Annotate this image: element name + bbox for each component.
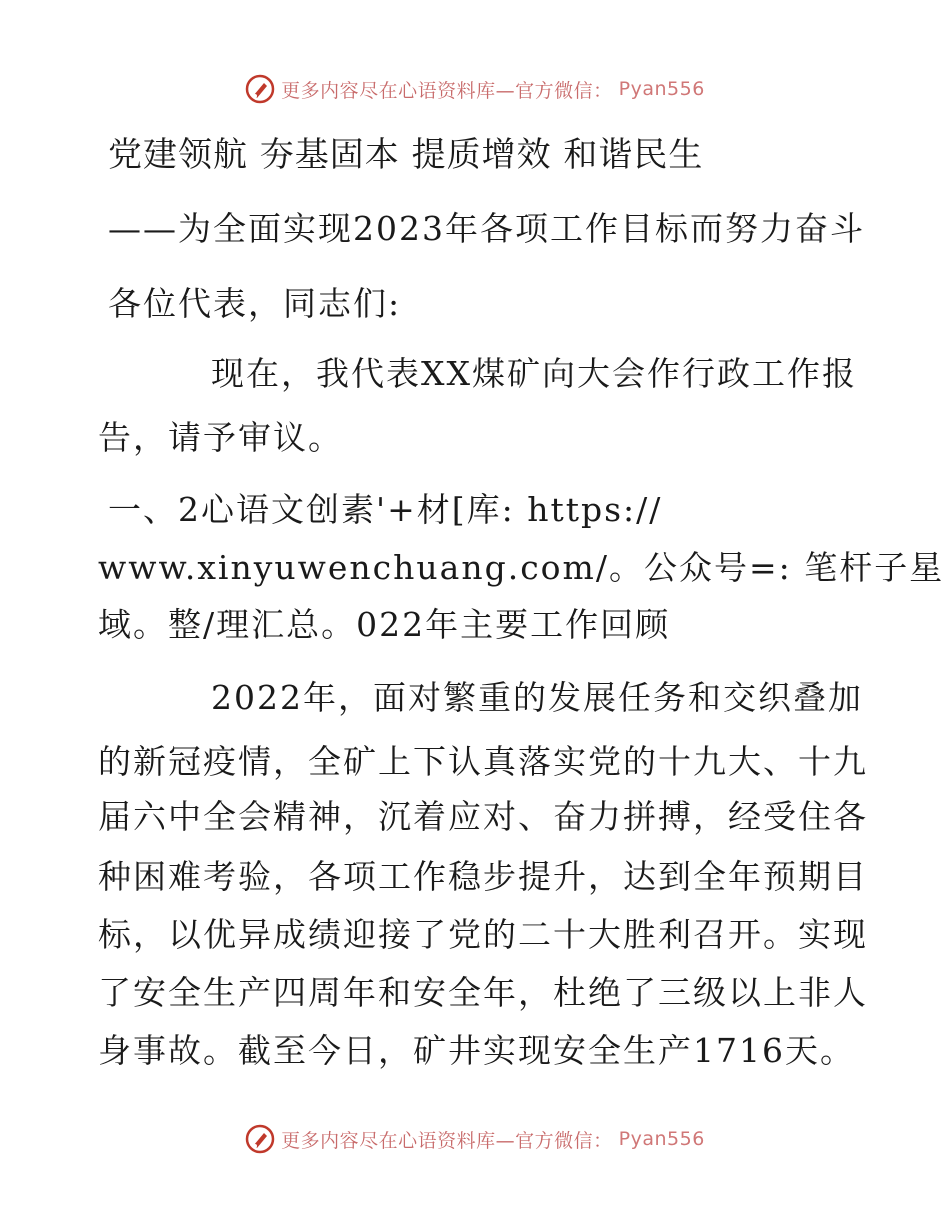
paragraph-line: 2022年，面对繁重的发展任务和交织叠加 [211, 678, 863, 717]
section-heading-line: www.xinyuwenchuang.com/。公众号=: 笔杆子星 [98, 548, 945, 587]
watermark-footer [0, 1124, 950, 1154]
paragraph-line: 届六中全会精神，沉着应对、奋力拼搏，经受住各 [98, 797, 868, 836]
pen-circle-logo-icon [245, 74, 275, 104]
section-heading-line: 域。整/理汇总。022年主要工作回顾 [98, 605, 671, 644]
watermark-wechat-id: Pyan556 [618, 78, 705, 100]
paragraph-line: 身事故。截至今日，矿井实现安全生产1716天。 [98, 1031, 855, 1070]
paragraph-line: 告，请予审议。 [98, 418, 343, 457]
pen-circle-logo-icon [245, 1124, 275, 1154]
paragraph-line: 现在，我代表XX煤矿向大会作行政工作报 [211, 354, 857, 393]
paragraph-line: 的新冠疫情，全矿上下认真落实党的十九大、十九 [98, 742, 868, 781]
paragraph-line: 了安全生产四周年和安全年，杜绝了三级以上非人 [98, 973, 868, 1012]
section-heading-line: 一、2心语文创素'+材[库: https:// [108, 490, 663, 529]
salutation: 各位代表，同志们: [108, 284, 402, 323]
paragraph-line: 种困难考验，各项工作稳步提升，达到全年预期目 [98, 857, 868, 896]
paragraph-line: 标，以优异成绩迎接了党的二十大胜利召开。实现 [98, 915, 868, 954]
watermark-text: 更多内容尽在心语资料库—官方微信： [281, 79, 613, 102]
document-title: 党建领航 夯基固本 提质增效 和谐民生 [108, 135, 704, 175]
document-subtitle: ——为全面实现2023年各项工作目标而努力奋斗 [108, 209, 865, 248]
watermark-header [0, 74, 950, 104]
watermark-text: 更多内容尽在心语资料库—官方微信： [281, 1129, 613, 1152]
watermark-wechat-id: Pyan556 [618, 1128, 705, 1150]
